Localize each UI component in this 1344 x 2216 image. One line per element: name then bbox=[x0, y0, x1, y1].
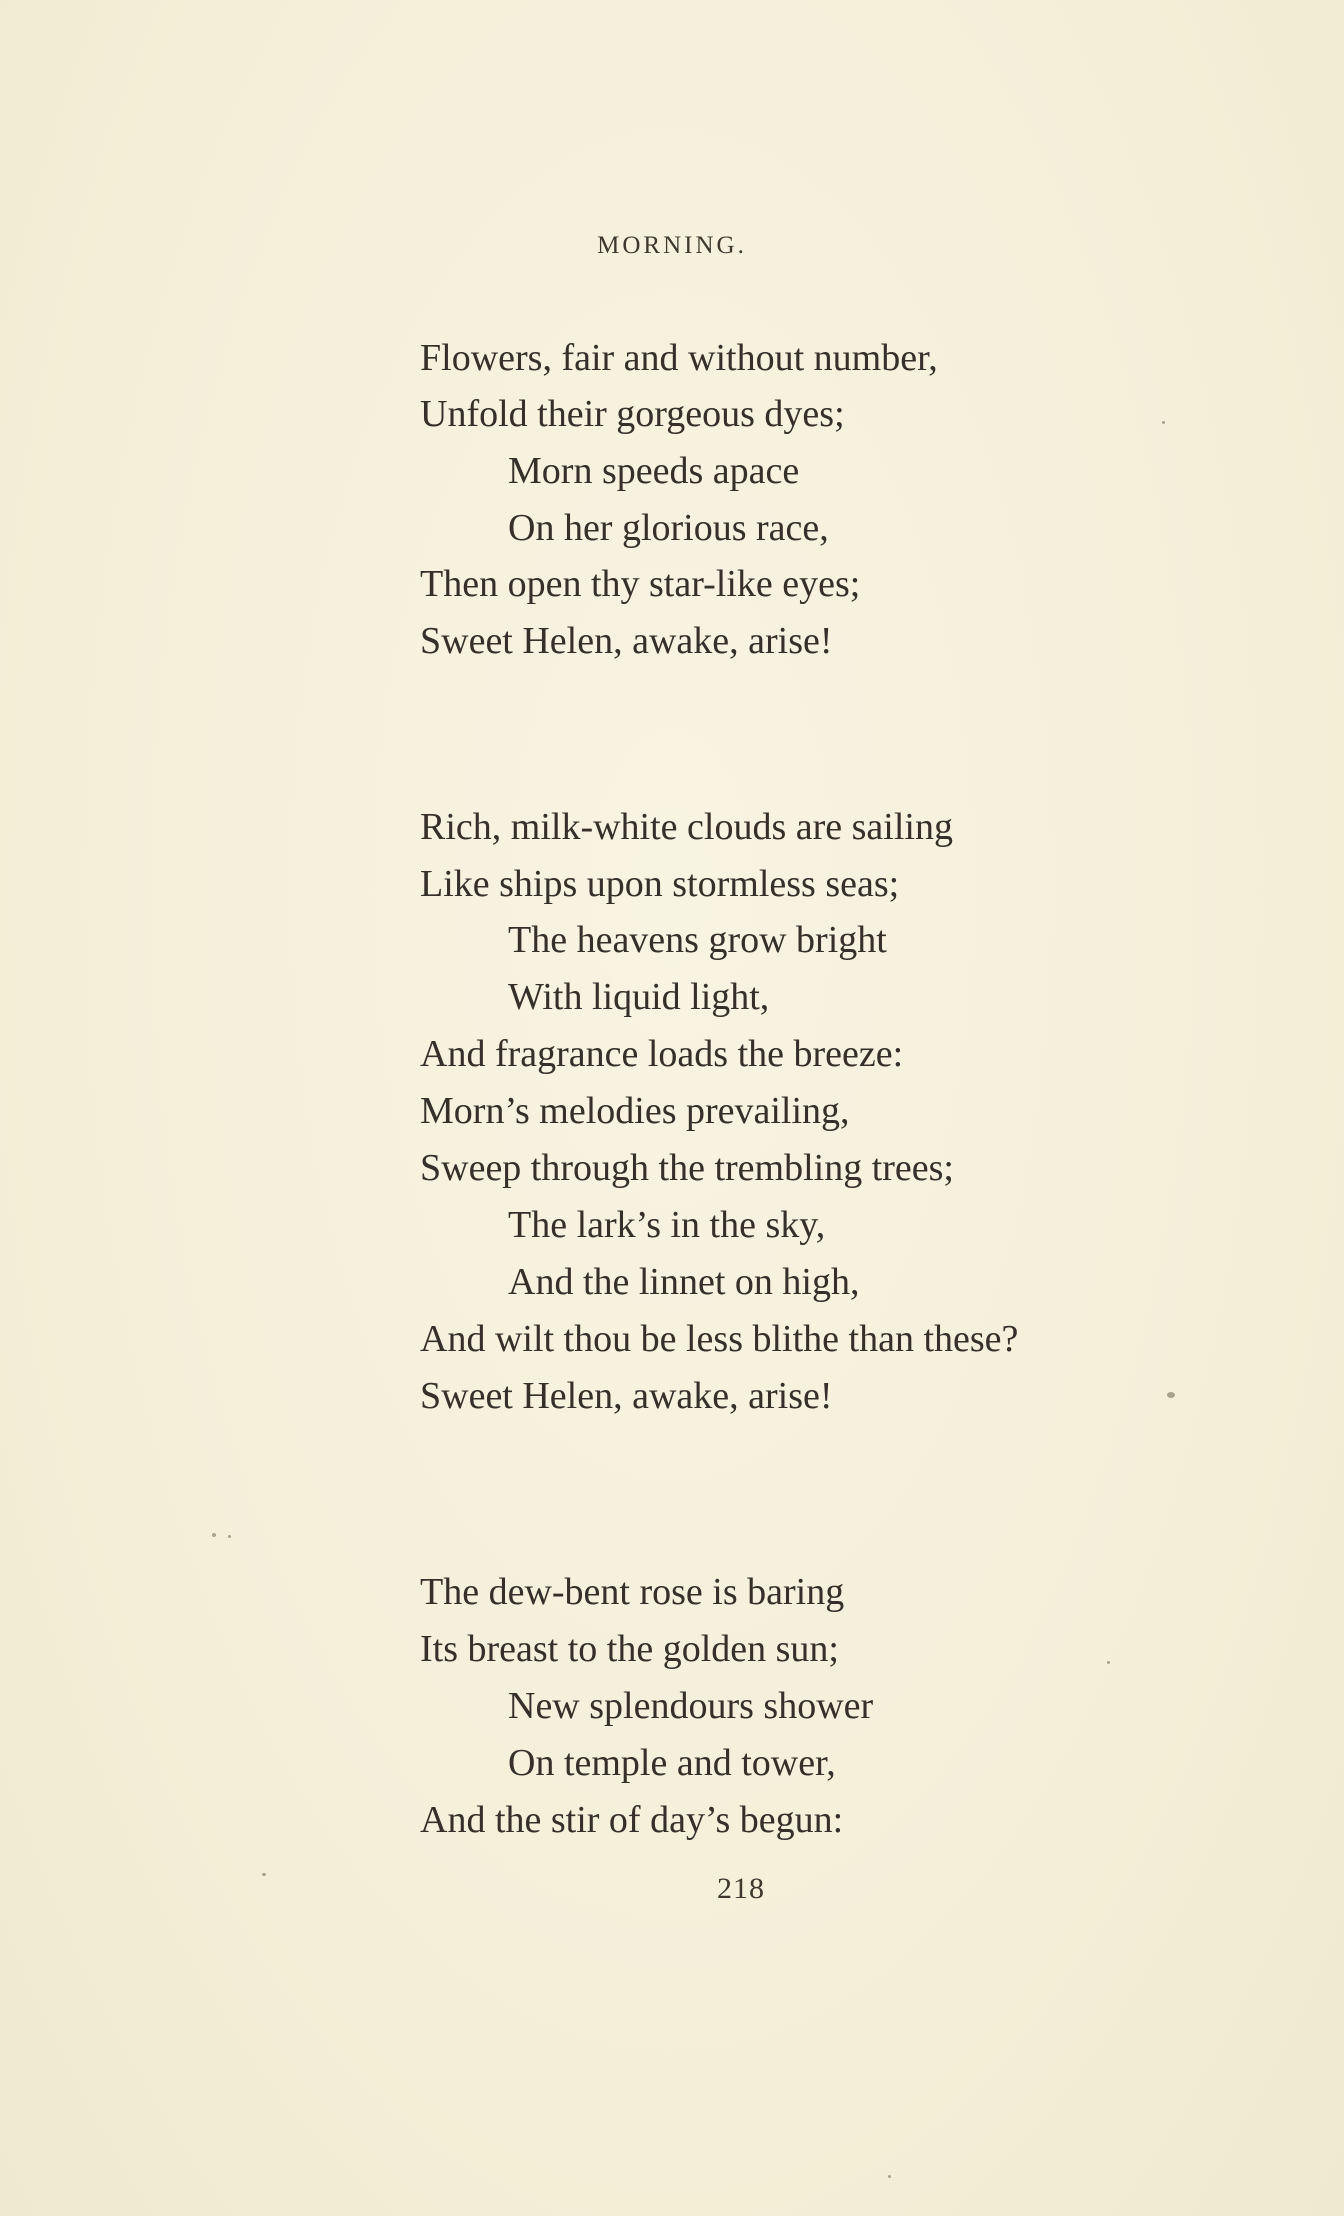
verse-line: On her glorious race, bbox=[508, 507, 829, 549]
running-head: MORNING. bbox=[597, 232, 747, 259]
verse-line: Sweet Helen, awake, arise! bbox=[420, 1375, 833, 1417]
verse-line: Flowers, fair and without number, bbox=[420, 337, 938, 379]
verse-line: Its breast to the golden sun; bbox=[420, 1628, 839, 1670]
verse-line: Morn’s melodies prevailing, bbox=[420, 1090, 850, 1132]
ink-speck bbox=[1167, 1392, 1175, 1398]
verse-line: The heavens grow bright bbox=[508, 919, 887, 961]
verse-line: New splendours shower bbox=[508, 1685, 874, 1727]
ink-speck bbox=[1162, 421, 1165, 424]
verse-line: With liquid light, bbox=[508, 976, 770, 1018]
verse-line: Sweet Helen, awake, arise! bbox=[420, 620, 833, 662]
ink-speck bbox=[1107, 1661, 1110, 1664]
page-number: 218 bbox=[717, 1872, 765, 1905]
verse-line: Then open thy star-like eyes; bbox=[420, 563, 861, 605]
ink-speck bbox=[888, 2175, 891, 2178]
ink-speck bbox=[228, 1535, 231, 1538]
verse-line: And the stir of day’s begun: bbox=[420, 1799, 844, 1841]
verse-line: Unfold their gorgeous dyes; bbox=[420, 393, 845, 435]
verse-line: And the linnet on high, bbox=[508, 1261, 860, 1303]
verse-line: And fragrance loads the breeze: bbox=[420, 1033, 904, 1075]
verse-line: Rich, milk-white clouds are sailing bbox=[420, 806, 953, 848]
ink-speck bbox=[212, 1533, 216, 1537]
verse-line: Like ships upon stormless seas; bbox=[420, 863, 900, 905]
verse-line: The lark’s in the sky, bbox=[508, 1204, 826, 1246]
ink-speck bbox=[262, 1873, 266, 1876]
verse-line: Morn speeds apace bbox=[508, 450, 800, 492]
verse-line: On temple and tower, bbox=[508, 1742, 836, 1784]
verse-line: And wilt thou be less blithe than these? bbox=[420, 1318, 1019, 1360]
verse-line: Sweep through the trembling trees; bbox=[420, 1147, 954, 1189]
verse-line: The dew-bent rose is baring bbox=[420, 1571, 845, 1613]
